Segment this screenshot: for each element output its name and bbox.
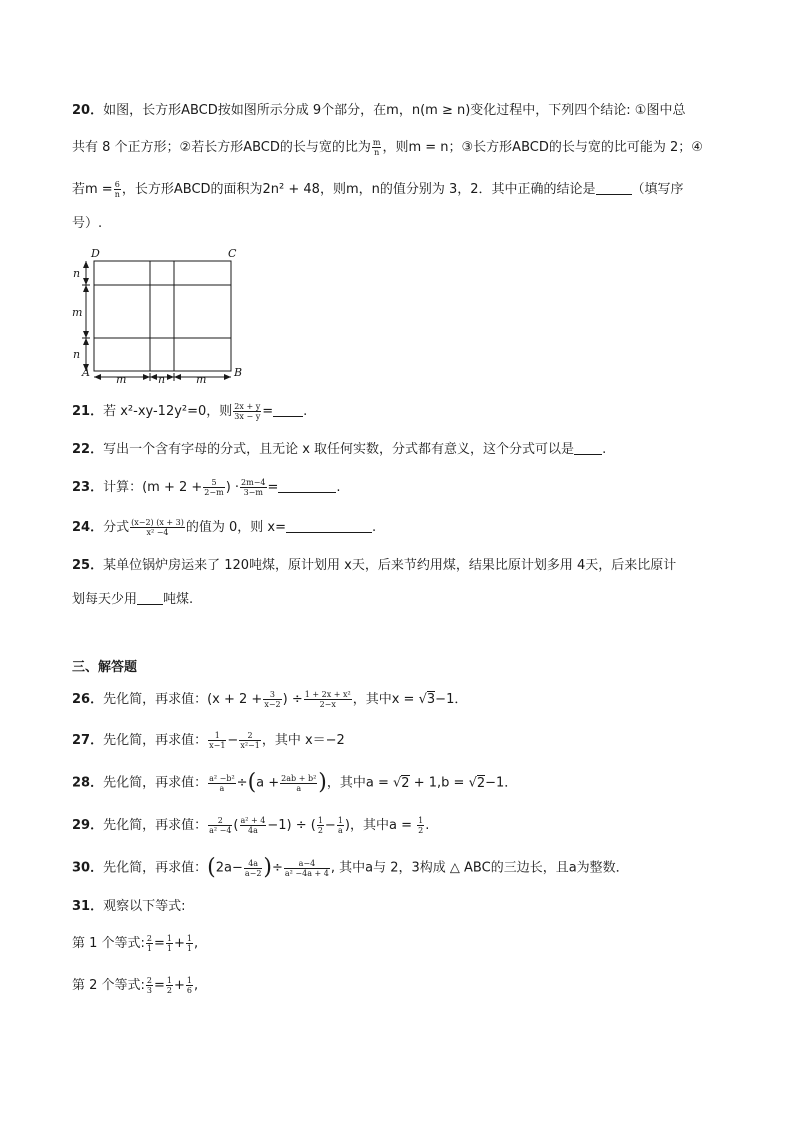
q29-minus: − bbox=[324, 818, 336, 833]
q23-text-b: ) · bbox=[225, 480, 240, 495]
q27-text-b: ，其中 x＝−2 bbox=[261, 733, 345, 748]
q30-text-a: 先化简，再求值： bbox=[103, 860, 208, 876]
q29-fraction-2: $\frac{\text{a² + 4}}{4a}$ bbox=[240, 816, 266, 835]
q31-eq1 bbox=[72, 934, 198, 954]
eq1-label: 第 1 个等式: bbox=[72, 936, 145, 951]
arrow-right-2 bbox=[167, 374, 174, 380]
q20-text-2a: 共有 8 个正方形；②若长方形ABCD的长与宽的比为 bbox=[72, 140, 371, 155]
q25-line2 bbox=[72, 590, 193, 610]
q26-text-b: ) ÷ bbox=[282, 692, 303, 707]
q20-text-3b: ，长方形ABCD的面积为2n² + 48，则m，n的值分别为 3，2．其中正确的结论是 bbox=[121, 182, 596, 197]
eq1-frac-3: $\frac{1}{1}$ bbox=[186, 934, 193, 953]
label-m-left: m bbox=[72, 306, 83, 319]
q28-number: 28． bbox=[72, 775, 104, 791]
q24-fraction: $\frac{(x-2) (x + 3)}{\text{x² −4}}$ bbox=[131, 518, 184, 537]
q25-answer-blank[interactable] bbox=[137, 590, 163, 605]
q27 bbox=[72, 731, 345, 751]
q20-m-fraction: $\frac{6}{n}$ bbox=[114, 180, 120, 199]
q26-text-d: −1． bbox=[435, 692, 468, 707]
label-n-bottom: n bbox=[158, 373, 166, 384]
q23-fraction-1: $\frac{5}{2-m}$ bbox=[204, 478, 224, 497]
q28-sqrt-1: 2 bbox=[401, 775, 410, 791]
q28-divide: ÷ bbox=[236, 775, 248, 791]
q21-equals: = bbox=[262, 404, 274, 419]
q20-ratio-fraction: $\frac{m}{n}$ bbox=[372, 138, 381, 157]
arrow-right-3 bbox=[224, 374, 231, 380]
q20-answer-blank[interactable] bbox=[596, 180, 632, 195]
q30-text-b: 2a− bbox=[215, 860, 243, 876]
label-C: C bbox=[228, 247, 237, 260]
q31 bbox=[72, 897, 185, 917]
q24-end: . bbox=[371, 520, 377, 535]
q29-text-d: )，其中a = bbox=[344, 818, 417, 833]
q23-fraction-2: $\frac{2m-4}{3-m}$ bbox=[241, 478, 266, 497]
label-B: B bbox=[234, 366, 243, 379]
arrow-down-1 bbox=[83, 278, 89, 285]
q27-fraction-1: $\frac{1}{x-1}$ bbox=[209, 731, 226, 750]
q27-text-a: 先化简，再求值： bbox=[103, 733, 208, 748]
q20-number: 20． bbox=[72, 103, 104, 118]
q26-fraction-2: $\frac{\text{1 + 2x + x²}}{2-x}$ bbox=[304, 690, 351, 709]
q27-minus: − bbox=[227, 733, 239, 748]
q29-number: 29． bbox=[72, 818, 104, 833]
q28-fraction-1: $\frac{\text{a² −b²}}{a}$ bbox=[209, 773, 235, 793]
q20-text-4: 号）. bbox=[72, 216, 103, 231]
q24-answer-blank[interactable] bbox=[286, 518, 372, 533]
label-A: A bbox=[82, 366, 90, 379]
q20-line1 bbox=[72, 101, 685, 121]
q29-text-c: −1) ÷ ( bbox=[267, 818, 316, 833]
q29 bbox=[72, 816, 429, 836]
eq1-plus: + bbox=[174, 936, 185, 951]
q28-fraction-2: $\frac{\text{2ab + b²}}{a}$ bbox=[281, 773, 317, 793]
eq2-end: , bbox=[194, 978, 199, 993]
q20-line4 bbox=[72, 214, 102, 234]
q29-fraction-4: $\frac{1}{a}$ bbox=[337, 816, 343, 835]
q21 bbox=[72, 402, 307, 422]
q23-answer-blank[interactable] bbox=[278, 478, 336, 493]
arrow-right-1 bbox=[143, 374, 150, 380]
q27-fraction-2: $\frac{2}{\text{x²−1}}$ bbox=[240, 731, 260, 750]
q26-text-c: ，其中x = bbox=[352, 692, 419, 707]
q22-text: 写出一个含有字母的分式，且无论 x 取任何实数，分式都有意义，这个分式可以是 bbox=[103, 442, 575, 457]
q23-text-a: 计算：(m + 2 + bbox=[103, 480, 203, 495]
label-n-left-2: n bbox=[73, 348, 81, 361]
arrow-up-1 bbox=[83, 261, 89, 268]
q31-eq2 bbox=[72, 976, 198, 996]
eq2-frac-3: $\frac{1}{6}$ bbox=[186, 976, 193, 995]
q26-fraction-1: $\frac{3}{x-2}$ bbox=[264, 690, 281, 709]
q26-number: 26． bbox=[72, 692, 104, 707]
q25-line1 bbox=[72, 556, 676, 576]
q21-answer-blank[interactable] bbox=[273, 402, 303, 417]
q23-equals: = bbox=[267, 480, 279, 495]
eq2-frac-2: $\frac{1}{2}$ bbox=[166, 976, 173, 995]
q22-end: . bbox=[602, 442, 607, 457]
q28-text-e: + 1,b = bbox=[409, 775, 469, 791]
eq2-label: 第 2 个等式: bbox=[72, 978, 145, 993]
q28-text-a: 先化简，再求值： bbox=[103, 775, 208, 791]
eq1-frac-2: $\frac{1}{1}$ bbox=[166, 934, 173, 953]
q29-paren: ( bbox=[233, 818, 239, 833]
q30-fraction-2: $\frac{a-4}{\text{a² −4a + 4}}$ bbox=[284, 858, 329, 878]
label-D: D bbox=[91, 247, 100, 260]
q28-text-c: a + bbox=[256, 775, 280, 791]
eq2-plus: + bbox=[174, 978, 185, 993]
q21-number: 21． bbox=[72, 404, 104, 419]
q21-text: 若 x²-xy-12y²=0，则 bbox=[103, 404, 233, 419]
eq1-equals: = bbox=[154, 936, 165, 951]
q29-fraction-5: $\frac{1}{2}$ bbox=[418, 816, 424, 835]
q24-number: 24． bbox=[72, 520, 104, 535]
q29-fraction-1: $\frac{2}{\text{a² −4}}$ bbox=[209, 816, 232, 835]
arrow-up-2 bbox=[83, 285, 89, 292]
q22-number: 22． bbox=[72, 442, 104, 457]
q23-end: . bbox=[336, 480, 341, 495]
q29-text-a: 先化简，再求值： bbox=[103, 818, 208, 833]
eq2-equals: = bbox=[154, 978, 165, 993]
label-m-bottom-1: m bbox=[116, 373, 127, 384]
label-m-bottom-2: m bbox=[196, 373, 207, 384]
q31-text: 观察以下等式: bbox=[103, 899, 186, 914]
q20-line3 bbox=[72, 180, 684, 200]
q28-text-d: ，其中a = bbox=[326, 775, 393, 791]
arrow-left-3 bbox=[174, 374, 181, 380]
arrow-down-2 bbox=[83, 331, 89, 338]
arrow-left-2 bbox=[150, 374, 157, 380]
eq2-frac-1: $\frac{2}{3}$ bbox=[146, 976, 153, 995]
q30-text-d: , 其中a与 2，3构成 △ ABC的三边长，且a为整数． bbox=[330, 860, 629, 876]
q26-sqrt-value: 3 bbox=[426, 692, 436, 707]
section-heading: 三、解答题 bbox=[72, 660, 138, 675]
q24 bbox=[72, 518, 376, 538]
q28-text-f: −1． bbox=[485, 775, 518, 791]
q21-end: . bbox=[303, 404, 308, 419]
q20-line2 bbox=[72, 138, 703, 158]
q21-fraction: $\frac{2x + y}{3x - y}$ bbox=[234, 402, 261, 421]
q20-text-3a: 若m = bbox=[72, 182, 113, 197]
q25-text-1: 某单位锅炉房运来了 120吨煤，原计划用 x天，后来节约用煤，结果比原计划多用 4天，后来比原计 bbox=[103, 558, 677, 573]
q25-number: 25． bbox=[72, 558, 104, 573]
q30-number: 30． bbox=[72, 860, 104, 876]
eq1-frac-1: $\frac{2}{1}$ bbox=[146, 934, 153, 953]
q24-text-a: 分式 bbox=[103, 520, 130, 535]
eq1-end: , bbox=[194, 936, 199, 951]
rectangle-figure bbox=[66, 244, 246, 384]
q20-text-1: 如图，长方形ABCD按如图所示分成 9个部分，在m，n(m ≥ n)变化过程中，下列四个结论: ①图中总 bbox=[103, 103, 686, 118]
arrow-up-3 bbox=[83, 338, 89, 345]
label-n-left-1: n bbox=[73, 267, 81, 280]
q29-fraction-3: $\frac{1}{2}$ bbox=[317, 816, 323, 835]
arrow-left-1 bbox=[94, 374, 101, 380]
q22 bbox=[72, 440, 606, 460]
q23-number: 23． bbox=[72, 480, 104, 495]
q22-answer-blank[interactable] bbox=[574, 440, 602, 455]
q28: 28．先化简，再求值： $\frac{\text{a² −b²}}{a}$ ÷(a + $\frac{\text{2ab + b²}}{a}$ )，其中a = √2 + 1,b = √2−1． bbox=[72, 770, 518, 795]
q30: 30．先化简，再求值：(2a− $\frac{4a}{a-2}$ )÷ $\frac{a-4}{\text{a² −4a + 4}}$ , 其中a与 2，3构成 △ ABC的三边长，且a为整数． bbox=[72, 855, 629, 880]
q25-text-2a: 划每天少用 bbox=[72, 592, 138, 607]
q25-text-2b: 吨煤. bbox=[163, 592, 194, 607]
q28-sqrt-2: 2 bbox=[476, 775, 486, 791]
q24-text-b: 的值为 0，则 x= bbox=[185, 520, 286, 535]
q26-text-a: 先化简，再求值：(x + 2 + bbox=[103, 692, 263, 707]
q30-fraction-1: $\frac{4a}{a-2}$ bbox=[244, 858, 262, 878]
q20-text-2b: ，则m = n；③长方形ABCD的长与宽的比可能为 2；④ bbox=[382, 140, 703, 155]
q30-divide: ÷ bbox=[272, 860, 283, 876]
figure-outer-rect bbox=[94, 261, 231, 371]
q29-end: . bbox=[425, 818, 430, 833]
q31-number: 31． bbox=[72, 899, 104, 914]
q27-number: 27． bbox=[72, 733, 104, 748]
q26: 26．先化简，再求值：(x + 2 + $\frac{3}{x-2}$ ) ÷ $\frac{\text{1 + 2x + x²}}{2-x}$ ，其中x = √3−1． bbox=[72, 690, 468, 709]
q20-text-3c: （填写序 bbox=[631, 182, 684, 197]
q23 bbox=[72, 478, 341, 498]
